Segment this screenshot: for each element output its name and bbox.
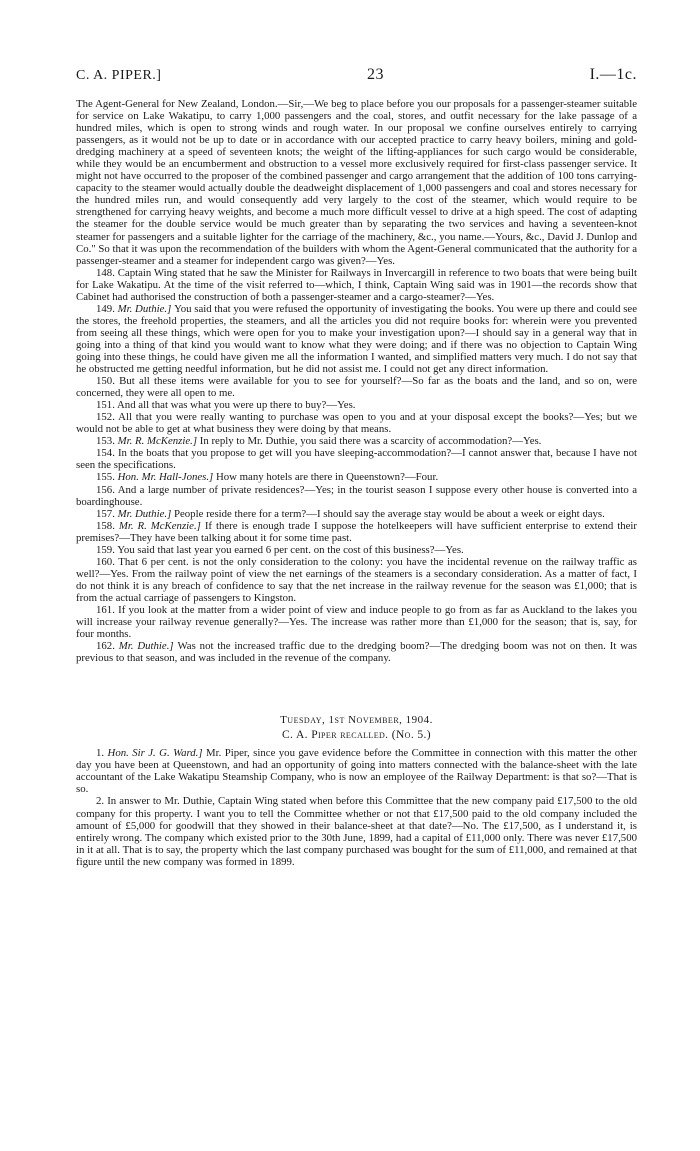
question-paragraph <box>76 471 637 483</box>
question-number: 148. <box>96 266 118 279</box>
speaker-name: Hon. Sir J. G. Ward.] <box>107 747 206 760</box>
question-paragraph <box>76 556 637 604</box>
question-paragraph <box>76 484 637 508</box>
question-text: How many hotels are there in Queenstown?—Four. <box>215 471 439 484</box>
question-text: But all these items were available for you to see for yourself?—So far as the boats and the land, and so on, were concerned, they were all open to me. <box>76 375 637 400</box>
question-number: 160. <box>96 555 119 568</box>
section-spacer <box>76 664 637 714</box>
question-number: 158. <box>96 519 119 532</box>
question-number: 151. <box>96 399 117 412</box>
question-number: 149. <box>96 302 118 315</box>
page-number: 23 <box>367 66 385 83</box>
question-paragraph <box>76 303 637 375</box>
question-paragraph <box>76 447 637 471</box>
document-reference: I.—1c. <box>589 66 637 83</box>
question-text: That 6 per cent. is not the only consideration to the colony: you have the incidental revenue on the railway traffic as well?—Yes. From the railway point of view the net earnings of the steamers is a secondary consideration. As a matter of fact, I do not think it is any breach of confidence to say that the net increase in the railway revenue for the season was £1,000; that is from the actual carriage of passengers to Kingston. <box>76 555 637 604</box>
evidence-text <box>76 98 637 868</box>
speaker-name: Mr. Duthie.] <box>117 302 175 315</box>
question-text: Mr. Piper, since you gave evidence before the Committee in connection with this matter the other day you have been at Queenstown, and had an opportunity of going into matters connected with the balance-sheet with the late accountant of the Lake Wakatipu Steamship Company, who is now an employee of the Railway Department: is that so?—That is so. <box>76 747 637 796</box>
speaker-name: Mr. R. McKenzie.] <box>118 519 205 532</box>
question-text: All that you were really wanting to purchase was open to you and at your disposal except the books?—Yes; but we would not be able to get at what business they were doing by that means. <box>76 411 637 436</box>
question-paragraph <box>76 640 637 664</box>
question-paragraph <box>76 544 637 556</box>
question-paragraph <box>76 508 637 520</box>
question-text: If you look at the matter from a wider point of view and induce people to go from as far as Auckland to the lakes you will increase your railway revenue generally?—Yes. The increase was rather more than £1,000 for the season; that is, say, for four months. <box>76 603 638 641</box>
question-number: 153. <box>96 435 118 448</box>
question-number: 152. <box>96 411 119 424</box>
question-paragraph <box>76 411 637 435</box>
question-number: 156. <box>96 483 118 496</box>
question-paragraph <box>76 435 637 447</box>
witness-name: C. A. PIPER.] <box>76 68 162 83</box>
question-paragraph <box>76 520 637 544</box>
question-text: You said that you were refused the opportunity of investigating the books. You were up there and could see the stores, the freehold properties, the steamers, and all the articles you did not require books for: wherein were you prevented from seeing all these things, which were open for you to make your investigation upon?—I should say in a general way that in going into a thing of that kind you would want to know what they were doing; and if there was no objection to Captain Wing going into these things, he could have given me all the information I wanted, and simplified matters very much. I do not say that he obstructed me getting needful information, but he did not assist me. I could not get any direct information. <box>76 302 638 376</box>
question-number: 157. <box>96 507 118 520</box>
question-list-2 <box>76 747 637 867</box>
speaker-name: Hon. Mr. Hall-Jones.] <box>117 471 216 484</box>
question-text: Was not the increased traffic due to the dredging boom?—The dredging boom was not on then. It was previous to that season, and was included in the revenue of the company. <box>76 640 637 665</box>
witness-recalled-heading: C. A. Piper recalled. (No. 5.) <box>281 729 432 742</box>
question-paragraph <box>76 375 637 399</box>
speaker-name: Mr. R. McKenzie.] <box>117 435 200 448</box>
question-number: 155. <box>96 471 118 484</box>
question-text: In answer to Mr. Duthie, Captain Wing stated when before this Committee that the new company paid £17,500 to the old company for this property. I want you to tell the Committee whether or not that £17,500 paid to the old company included the amount of £5,000 for goodwill that they showed in their balance-sheet at that date?—No. The £17,500, as I understand it, is entirely wrong. The company which existed prior to the 30th June, 1899, had a capital of £11,000 only. There was never £17,500 in it at all. That is to say, the property which the last company purchased was bought for the sum of £11,000, and remained at that figure until the new company was formed in 1899. <box>76 795 637 868</box>
question-paragraph <box>76 267 637 303</box>
question-text: People reside there for a term?—I should say the average stay would be about a week or eight days. <box>173 507 605 520</box>
speaker-name: Mr. Duthie.] <box>118 640 178 653</box>
question-text: In the boats that you propose to get will you have sleeping-accommodation?—I cannot answer that, because I have not seen the specifications. <box>76 447 638 472</box>
question-text: If there is enough trade I suppose the hotelkeepers will have sufficient enterprise to extend their premises?—They have been talking about it for some time past. <box>76 519 637 544</box>
question-number: 150. <box>96 375 120 388</box>
question-paragraph <box>76 795 637 867</box>
question-text: Captain Wing stated that he saw the Minister for Railways in Invercargill in reference to two boats that were being built for Lake Wakatipu. At the time of the visit referred to—which, I think, Captain Wing said was in 1901—the records show that Cabinet had authorised the construction of both a passenger-steamer and a cargo-steamer?—Yes. <box>76 266 637 303</box>
question-number: 162. <box>96 640 119 653</box>
running-head <box>76 66 637 84</box>
question-paragraph <box>76 399 637 411</box>
question-list <box>76 267 637 665</box>
session-date: Tuesday, 1st November, 1904. <box>280 714 433 727</box>
question-text: And all that was what you were up there to buy?—Yes. <box>117 399 356 412</box>
question-number: 1. <box>96 747 108 760</box>
question-number: 154. <box>96 447 118 460</box>
intro-paragraph: The Agent-General for New Zealand, London.—Sir,—We beg to place before you our proposals for a passenger-steamer suitable for service on Lake Wakatipu, to carry 1,000 passengers and the coal, stores, and outfit necessary for the lake passage of a hundred miles, which is open to strong winds and rough water. In our proposal we confine ourselves entirely to carrying passengers, as it would not be up to date or in accordance with our accepted practice to carry heavy boilers, mining and gold-dredging machinery at a speed of seventeen knots; the weight of the lifting-appliances for such cargo would be considerable, while they would be an encumberment and obstruction to a vessel more exclusively required for first-class passenger service. It might not have occurred to the proposer of the combined passenger and cargo arrangement that the addition of 100 tons carrying-capacity to the steamer would actually double the deadweight displacement of 1,000 passengers and coal and stores necessary for the hundred miles run, and would consequently add very largely to the cost of the steamer, which would require to be strengthened for carrying heavy weights, and become a much more difficult vessel to drive at a high speed. The cost of adapting the steamer for the double service would be much greater than by separating the two services and having a seventeen-knot steamer for passengers and a suitable lighter for the carriage of the machinery, &c., you name.—Yours, &c., David J. Dunlop and Co." So that it was upon the recommendation of the builders with whom the Agent-General communicated that the authority for a passenger-steamer and a steamer for independent cargo was given?—Yes. <box>76 98 637 267</box>
question-number: 161. <box>96 603 119 616</box>
question-paragraph <box>76 604 637 640</box>
speaker-name: Mr. Duthie.] <box>117 507 174 520</box>
question-number: 159. <box>96 543 118 556</box>
question-text: You said that last year you earned 6 per cent. on the cost of this business?—Yes. <box>117 543 464 556</box>
question-text: In reply to Mr. Duthie, you said there was a scarcity of accommodation?—Yes. <box>199 435 542 448</box>
question-number: 2. <box>96 795 108 808</box>
question-paragraph <box>76 747 637 795</box>
question-text: And a large number of private residences?—Yes; in the tourist season I suppose every other house is converted into a boardinghouse. <box>76 483 638 508</box>
